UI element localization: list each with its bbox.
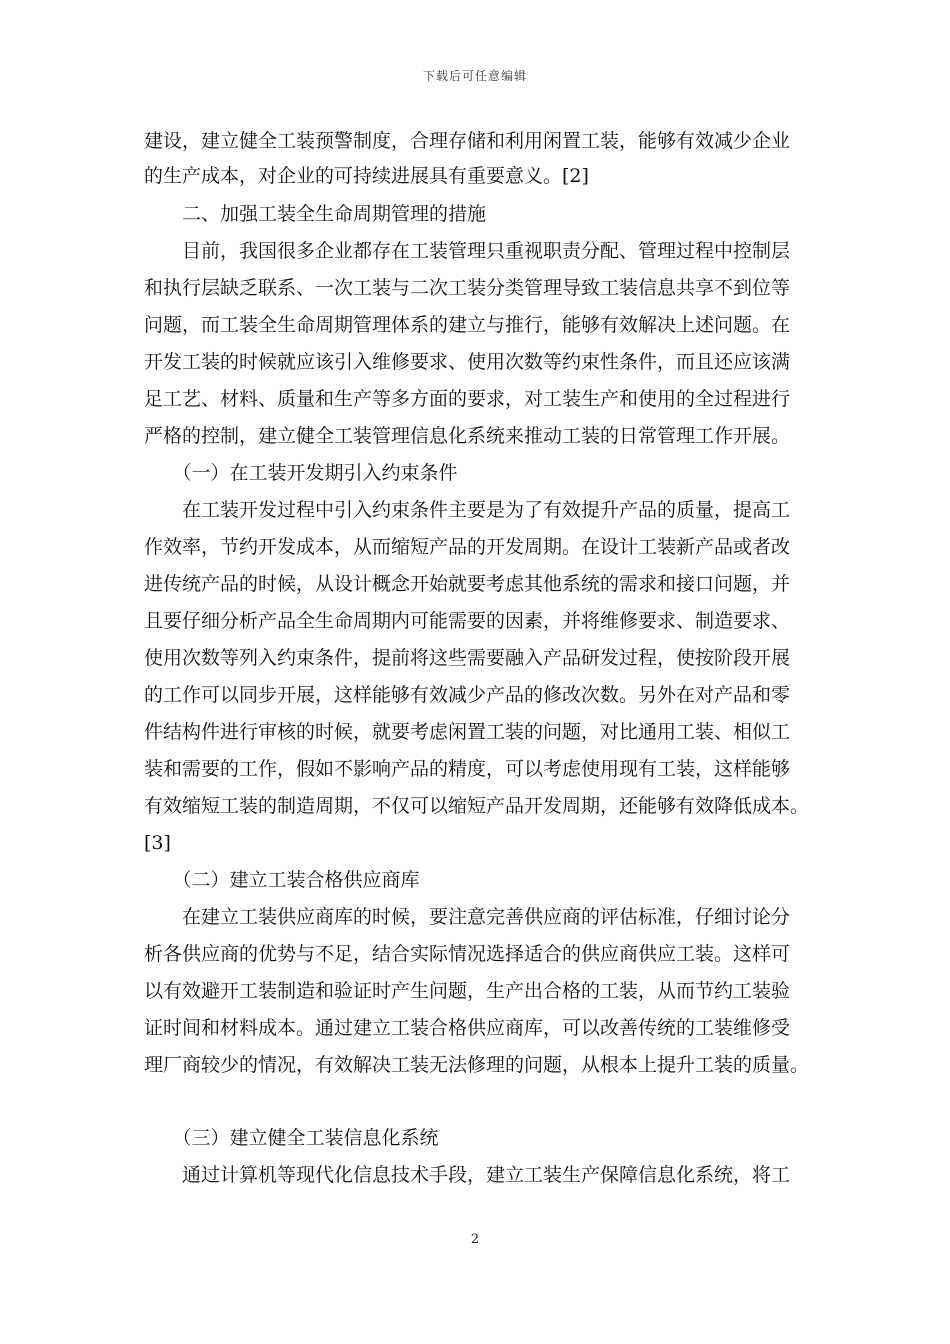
text-line: 通过计算机等现代化信息技术手段，建立工装生产保障信息化系统，将工 xyxy=(144,1164,791,1186)
subsection-heading: （三）建立健全工装信息化系统 xyxy=(144,1127,439,1149)
text-line: 问题，而工装全生命周期管理体系的建立与推行，能够有效解决上述问题。在 xyxy=(144,314,791,336)
text-line: 的生产成本，对企业的可持续进展具有重要意义。[2] xyxy=(144,165,589,187)
text-line: 使用次数等列入约束条件，提前将这些需要融入产品研发过程，使按阶段开展 xyxy=(144,647,791,669)
text-line: 开发工装的时候就应该引入维修要求、使用次数等约束性条件，而且还应该满 xyxy=(144,351,791,373)
text-line: 在建立工装供应商库的时候，要注意完善供应商的评估标准，仔细讨论分 xyxy=(144,906,791,928)
text-line: 建设，建立健全工装预警制度，合理存储和利用闲置工装，能够有效减少企业 xyxy=(144,130,791,152)
text-line: 和执行层缺乏联系、一次工装与二次工装分类管理导致工装信息共享不到位等 xyxy=(144,277,791,299)
subsection-heading: （二）建立工装合格供应商库 xyxy=(144,869,420,891)
text-line: 件结构件进行审核的时候，就要考虑闲置工装的问题，对比通用工装、相似工 xyxy=(144,721,791,743)
text-line: 以有效避开工装制造和验证时产生问题，生产出合格的工装，从而节约工装验 xyxy=(144,980,791,1002)
text-line: 的工作可以同步开展，这样能够有效减少产品的修改次数。另外在对产品和零 xyxy=(144,684,791,706)
text-line: 证时间和材料成本。通过建立工装合格供应商库，可以改善传统的工装维修受 xyxy=(144,1017,791,1039)
text-line: 且要仔细分析产品全生命周期内可能需要的因素，并将维修要求、制造要求、 xyxy=(144,610,791,632)
text-line: 作效率，节约开发成本，从而缩短产品的开发周期。在设计工装新产品或者改 xyxy=(144,536,791,558)
text-line: 析各供应商的优势与不足，结合实际情况选择适合的供应商供应工装。这样可 xyxy=(144,943,791,965)
section-heading: 二、加强工装全生命周期管理的措施 xyxy=(144,203,487,225)
text-line: 严格的控制，建立健全工装管理信息化系统来推动工装的日常管理工作开展。 xyxy=(144,425,791,447)
page-header-note: 下载后可任意编辑 xyxy=(422,69,527,83)
page-number: 2 xyxy=(470,1232,480,1247)
text-line: 足工艺、材料、质量和生产等多方面的要求，对工装生产和使用的全过程进行 xyxy=(144,388,791,410)
citation: [3] xyxy=(144,832,171,854)
text-line: 理厂商较少的情况，有效解决工装无法修理的问题，从根本上提升工装的质量。 xyxy=(144,1054,810,1076)
text-line: 在工装开发过程中引入约束条件主要是为了有效提升产品的质量，提高工 xyxy=(144,499,791,521)
text-line: 进传统产品的时候，从设计概念开始就要考虑其他系统的需求和接口问题，并 xyxy=(144,573,791,595)
text-line: 装和需要的工作，假如不影响产品的精度，可以考虑使用现有工装，这样能够 xyxy=(144,758,791,780)
subsection-heading: （一）在工装开发期引入约束条件 xyxy=(144,462,458,484)
text-line: 目前，我国很多企业都存在工装管理只重视职责分配、管理过程中控制层 xyxy=(144,240,791,262)
text-line: 有效缩短工装的制造周期，不仅可以缩短产品开发周期，还能够有效降低成本。 xyxy=(144,795,810,817)
